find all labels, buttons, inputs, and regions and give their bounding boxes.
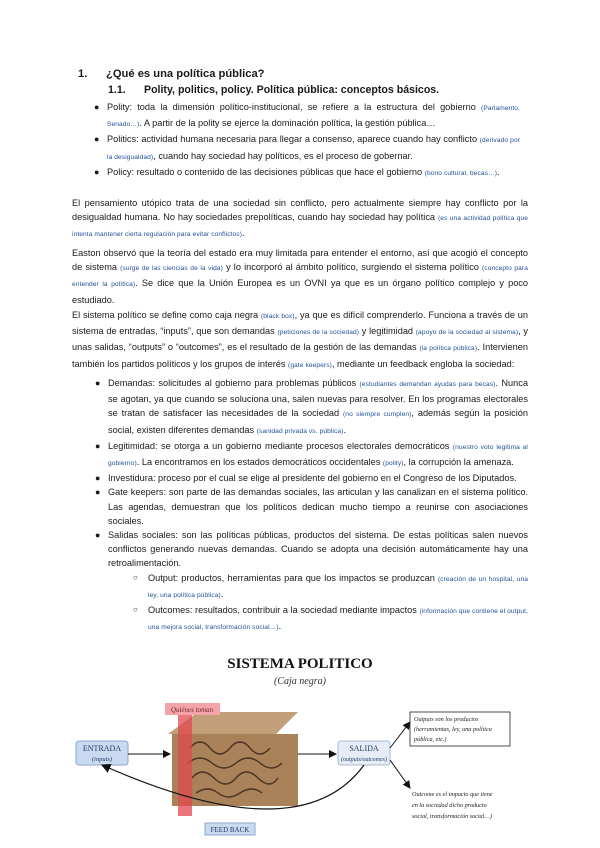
svg-text:Outputs son los productos: Outputs son los productos [414,716,479,723]
heading-2-number: 1.1. [108,84,126,96]
item-legitimidad: ● Legitimidad: se otorga a un gobierno mediante procesos electorales democráticos (nuestro voto legitima al gobierno). La encontramos en los estados democráticos occidentales (polity), la corrupción la amenaza. [95,440,528,468]
def-policy: ● Policy: resultado o contenido de las decisiones públicas que hace el gobierno (bono cultural, becas…). [94,166,500,177]
output-label: SALIDA [349,744,379,753]
subitem-output: ○ Output: productos, herramientas para que los impactos se produzcan (creación de un hospital, una ley, una política pública). [133,572,528,599]
item-gate-keepers: ● Gate keepers: son parte de las demandas sociales, las articulan y las canalizan en el sistema político. Las agendas, demuestran que los políticos dedican mucho tiempo a reunirse con asociaciones sociales. [95,487,528,526]
svg-text:(herramientas, ley, una políti: (herramientas, ley, una política [414,726,492,733]
item-salidas: ● Salidas sociales: son las políticas públicas, productos del sistema. De estas políticas salen nuevos conflictos generando nuevas demandas. Cuando se adopta una decisión automáticamente hay una retroalimentación. ○ Output: productos, herramientas para que los impactos se produzcan (creación de un hospital, una ley, una política pública). ○ Outcomes: resultados, contribuir a la sociedad mediante impactos (información que contiene el output, una mejora social, transformación social…). [108,528,528,635]
def-politics: ● Politics: actividad humana necesaria para llegar a consenso, aparece cuando hay conflicto (derivado por la desigualdad), cuando hay sociedad hay políticos, es el proceso de gobernar. [94,134,521,161]
svg-text:social, transformación social…: social, transformación social…) [412,813,492,820]
paragraph-easton: Easton observó que la teoría del estado era muy limitada para entender el entorno, así que acogió el concepto de sistema (surge de las ciencias de la vida) y lo incorporó al ámbito político, surgiendo el sistema político (concepto para entender la política). Se dice que la Unión Europea es un OVNI ya que es un órgano político complejo y poco estudiado. [72,248,529,305]
political-system-diagram [0,648,600,846]
def-polity: ● Polity: toda la dimensión político-institucional, se refiere a la estructura del gobierno (Parlamento, Senado…). A partir de la polity se ejerce la dominación política, la gestión pública… [94,102,520,129]
subitem-outcomes: ○ Outcomes: resultados, contribuir a la sociedad mediante impactos (información que contiene el output, una mejora social, transformación social…). [133,605,529,632]
heading-1-text: ¿Qué es una política pública? [106,68,265,80]
svg-text:pública, etc.): pública, etc.) [414,736,447,743]
heading-2 [108,84,439,96]
paragraph-utopia: El pensamiento utópico trata de una sociedad sin conflicto, pero actualmente siempre hay conflicto por la desigualdad humana. No hay sociedades prepolíticas, cuando hay sociedad hay política (es una actividad política que intenta mantener cierta regulación para evitar conflictos). [72,198,528,239]
svg-text:Outcome es el impacto que tien: Outcome es el impacto que tiene [412,791,493,798]
salidas-sublist [108,571,528,636]
gatekeeper-bar [178,704,192,816]
outputs-note-arrow [390,722,410,748]
svg-text:en la sociedad dicho producto: en la sociedad dicho producto [412,802,487,809]
outputs-note [413,716,492,743]
definitions-list [0,100,600,181]
system-elements-list [0,376,600,635]
outcomes-note-arrow [390,760,410,788]
item-investidura: ● Investidura: proceso por el cual se elige al presidente del gobierno en el Congreso de los Diputados. [95,473,517,484]
output-sublabel: (outputs/outcomes) [341,757,387,763]
heading-1-number: 1. [78,68,88,80]
paragraph-black-box: El sistema político se define como caja negra (black box), ya que es difícil comprenderlo. Funciona a través de un sistema de entradas, “inputs”, que son demandas (peticiones de la sociedad) y legitimidad (apoyo de la sociedad al sistema), y unas salidas, “outputs” o “outcomes”, es el resultado de la gestión de las demandas (la política pública). Intervienen también los partidos políticos y los grupos de interés (gate keepers), mediante un feedback engloba la sociedad: [72,310,528,369]
input-sublabel: (inputs) [91,756,113,763]
diagram-title: SISTEMA POLITICO [227,656,373,672]
heading-2-text: Polity, politics, policy. Política pública: conceptos básicos. [144,84,440,96]
item-demandas: ● Demandas: solicitudes al gobierno para problemas públicos (estudiantes demandan ayudas para becas). Nunca se agotan, ya que cuando se soluciona una, salen nuevas para resolver. En los programas electorales se tratan de satisfacer las necesidades de la sociedad (no siempre cumplen), además según la posición social, existen diferentes demandas (sanidad privada vs. pública). [95,378,529,435]
input-label: ENTRADA [82,744,122,753]
diagram-subtitle: (Caja negra) [274,676,326,687]
feedback-label: FEED BACK [210,826,250,834]
outcomes-note [412,791,493,820]
gatekeeper-label: Quiénes toman [170,706,214,714]
heading-1 [78,68,265,80]
